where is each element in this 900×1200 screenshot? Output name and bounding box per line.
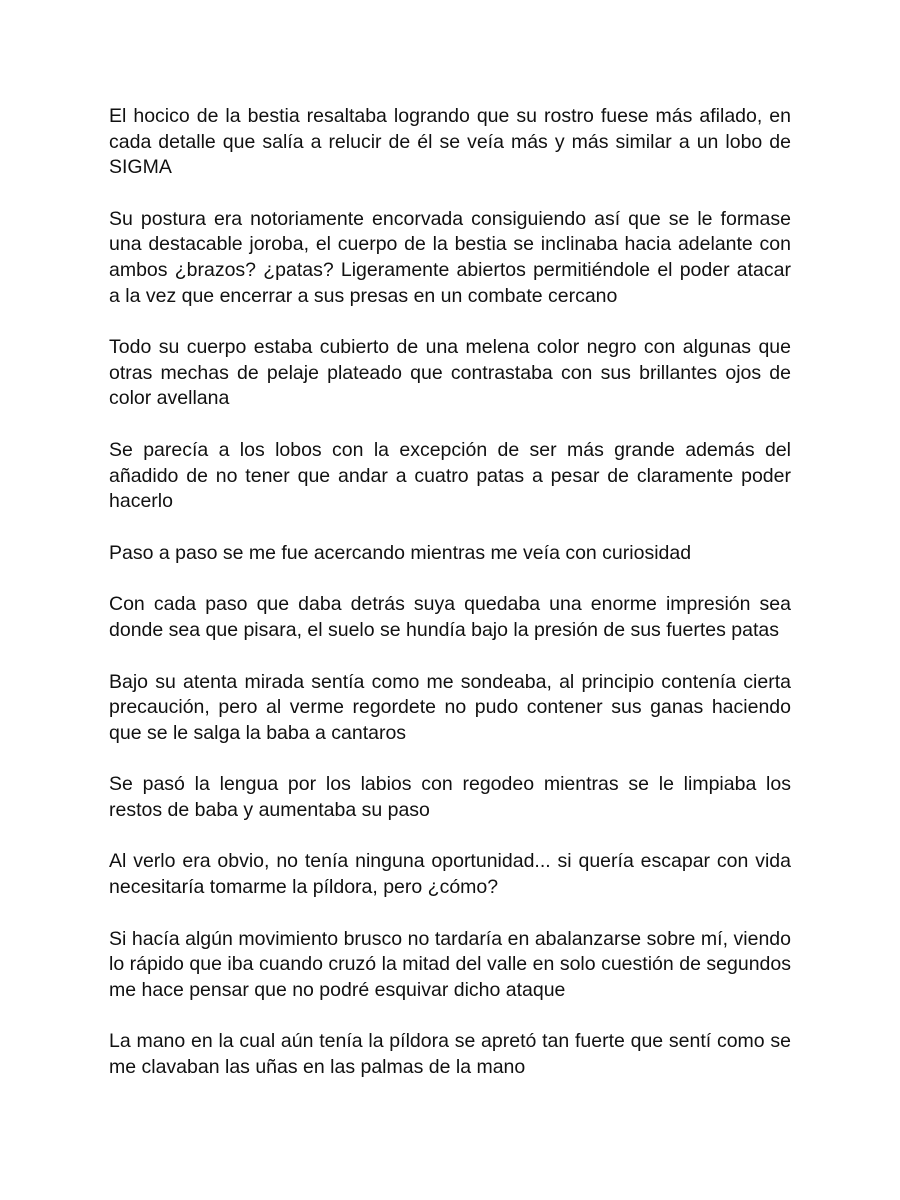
paragraph: El hocico de la bestia resaltaba logrando que su rostro fuese más afilado, en cada detalle que salía a relucir de él se veía más y más similar a un lobo de SIGMA bbox=[109, 105, 791, 179]
document-body bbox=[109, 104, 791, 1107]
paragraph: Paso a paso se me fue acercando mientras me veía con curiosidad bbox=[109, 541, 692, 564]
paragraph: Todo su cuerpo estaba cubierto de una melena color negro con algunas que otras mechas de pelaje plateado que contrastaba con sus brillantes ojos de color avellana bbox=[109, 336, 791, 410]
paragraph: Se pasó la lengua por los labios con regodeo mientras se le limpiaba los restos de baba y aumentaba su paso bbox=[109, 773, 791, 821]
paragraph: Su postura era notoriamente encorvada consiguiendo así que se le formase una destacable joroba, el cuerpo de la bestia se inclinaba hacia adelante con ambos ¿brazos? ¿patas? Ligeramente abiertos permitiéndole el poder atacar a la vez que encerrar a sus presas en un combate cercano bbox=[109, 207, 791, 307]
paragraph: La mano en la cual aún tenía la píldora se apretó tan fuerte que sentí como se me clavaban las uñas en las palmas de la mano bbox=[109, 1030, 791, 1079]
paragraph: Bajo su atenta mirada sentía como me sondeaba, al principio contenía cierta precaución, pero al verme regordete no pudo contener sus ganas haciendo que se le salga la baba a cantaros bbox=[109, 670, 791, 744]
paragraph: Al verlo era obvio, no tenía ninguna oportunidad... si quería escapar con vida necesitaría tomarme la píldora, pero ¿cómo? bbox=[109, 850, 791, 899]
paragraph: Se parecía a los lobos con la excepción de ser más grande además del añadido de no tener que andar a cuatro patas a pesar de claramente poder hacerlo bbox=[109, 438, 791, 513]
paragraph: Con cada paso que daba detrás suya quedaba una enorme impresión sea donde sea que pisara, el suelo se hundía bajo la presión de sus fuertes patas bbox=[109, 593, 791, 641]
paragraph: Si hacía algún movimiento brusco no tardaría en abalanzarse sobre mí, viendo lo rápido que iba cuando cruzó la mitad del valle en solo cuestión de segundos me hace pensar que no podré esquivar dicho ataque bbox=[109, 927, 791, 1001]
